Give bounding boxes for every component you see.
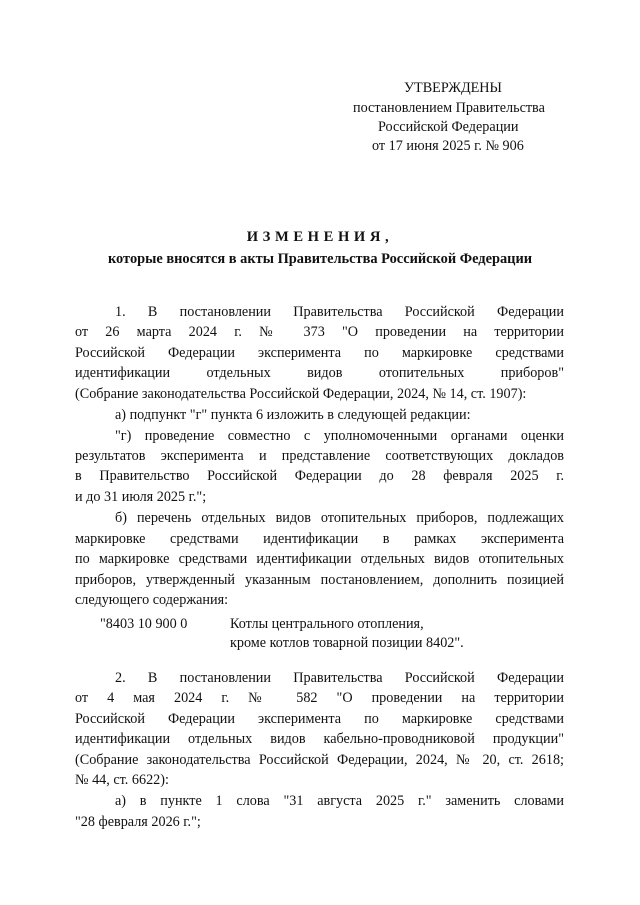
approval-line: Российской Федерации [378,119,519,135]
paragraph-line: идентификации отдельных видов отопительных приборов" [75,365,564,381]
paragraph-line: 2. В постановлении Правительства Российской Федерации [115,670,564,686]
approval-date-number: от 17 июня 2025 г. № 906 [372,138,524,154]
paragraph-line: по маркировке средствами идентификации отдельных видов отопительных [75,551,564,567]
paragraph-line: от 26 марта 2024 г. № 373 "О проведении на территории [75,324,564,340]
paragraph-line: а) в пункте 1 слова "31 августа 2025 г." заменить словами [115,793,564,809]
paragraph-line: а) подпункт "г" пункта 6 изложить в следующей редакции: [115,407,471,423]
paragraph-line: (Собрание законодательства Российской Федерации, 2024, № 20, ст. 2618; [75,752,564,768]
document-title: ИЗМЕНЕНИЯ, [246,229,394,245]
paragraph-line: идентификации отдельных видов кабельно-проводниковой продукции" [75,731,564,747]
document-subtitle: которые вносятся в акты Правительства Российской Федерации [107,251,533,267]
paragraph-line: маркировке средствами идентификации в рамках эксперимента [75,531,564,547]
paragraph-line: и до 31 июля 2025 г."; [75,489,207,505]
paragraph-line: в Правительство Российской Федерации до 28 февраля 2025 г. [75,468,564,484]
paragraph-line: от 4 мая 2024 г. № 582 "О проведении на территории [75,690,564,706]
paragraph-line: № 44, ст. 6622): [75,772,169,788]
paragraph-line: Российской Федерации эксперимента по маркировке средствами [75,711,564,727]
paragraph-line: Российской Федерации эксперимента по маркировке средствами [75,345,564,361]
approval-line: постановлением Правительства [353,100,545,116]
paragraph-line: 1. В постановлении Правительства Российской Федерации [115,304,564,320]
position-description: кроме котлов товарной позиции 8402". [230,635,464,651]
approval-heading: УТВЕРЖДЕНЫ [404,80,502,96]
paragraph-line: приборов, утвержденный указанным постановлением, дополнить позицией [75,572,564,588]
paragraph-line: (Собрание законодательства Российской Федерации, 2024, № 14, ст. 1907): [75,386,527,402]
paragraph-line: "28 февраля 2026 г."; [75,814,201,830]
position-description: Котлы центрального отопления, [230,616,424,632]
position-code: "8403 10 900 0 [100,616,188,632]
paragraph-line: б) перечень отдельных видов отопительных приборов, подлежащих [115,510,564,526]
paragraph-line: результатов эксперимента и представление соответствующих докладов [75,448,564,464]
paragraph-line: следующего содержания: [75,592,229,608]
paragraph-line: "г) проведение совместно с уполномоченными органами оценки [115,428,564,444]
